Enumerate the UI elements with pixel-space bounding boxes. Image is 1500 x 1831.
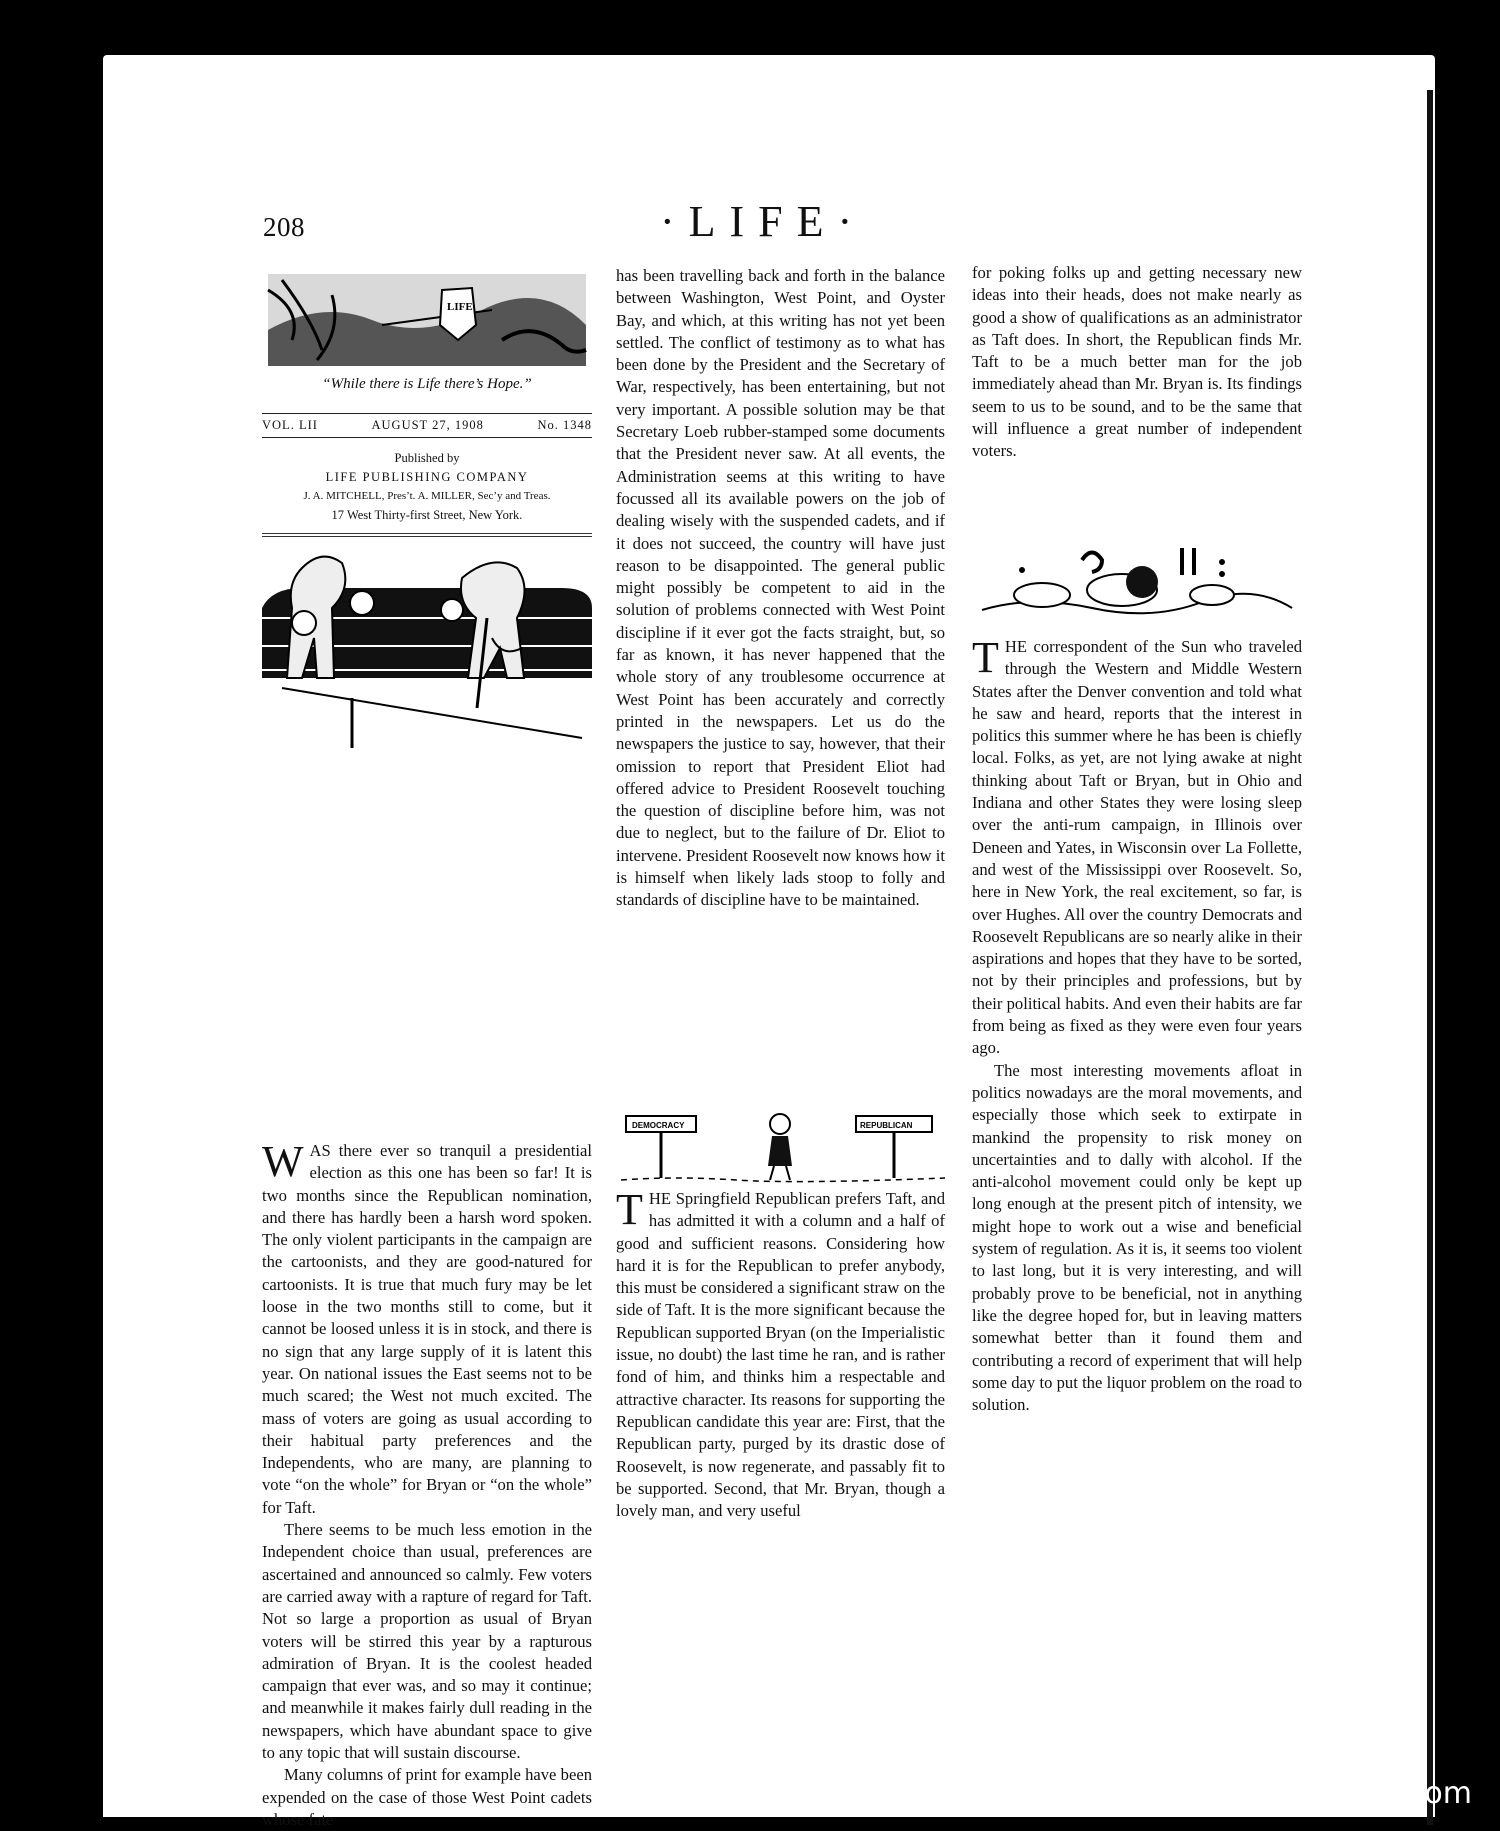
paragraph: There seems to be much less emotion in the Independent choice than usual, preferences are ascertained and announced so calmly. Few voters are carried away with a rapture of regard for Taft. Not so large a proportion as usual of Bryan voters will be stirred this year by a rapturous admiration of Bryan. It is the coolest headed campaign that ever was, and so may it continue; and meanwhile it makes fairly dull reading in the newspapers, which have abundant space to give to any topic that will sustain discourse.: [262, 1520, 592, 1763]
column-3-bottom: [972, 633, 1302, 1416]
masthead-title: ·LIFE·: [660, 197, 867, 246]
issue-date: AUGUST 27, 1908: [371, 418, 484, 432]
drop-cap: T: [616, 1185, 643, 1234]
page-number: 208: [263, 212, 305, 242]
page-gutter: [1427, 90, 1433, 1825]
motto: “While there is Life there’s Hope.”: [322, 376, 532, 392]
column-1: [262, 1137, 592, 1831]
publisher-officers: J. A. MITCHELL, Pres’t. A. MILLER, Sec’y and Treas.: [303, 490, 551, 502]
paragraph: HE Springfield Republican prefers Taft, and has admitted it with a column and a half of good and sufficient reasons. Considering how hard it is for the Republican to prefer anybody, this must be considered a significant straw on the side of Taft. It is the more significant because the Republican supported Bryan (on the Imperialistic issue, no doubt) the last time he ran, and is rather fond of him, and thinks him a respectable and attractive character. Its reasons for supporting the Republican candidate this year are: First, that the Republican party, purged by its drastic dose of Roosevelt, is now regenerate, and passably fit to be supported. Second, that Mr. Bryan, though a lovely man, and very useful: [616, 1189, 945, 1521]
next-page-edge: [1436, 70, 1500, 1825]
volume: VOL. LII: [262, 418, 318, 432]
volume-line: [262, 413, 592, 438]
paragraph: The most interesting movements afloat in politics nowadays are the moral movements, and especially those which seek to extirpate in mankind the propensity to risk money on uncertainties and to dally with alcohol. If the anti-alcohol movement could only be kept up long enough at the present pitch of intensity, we might hope to work out a wise and beneficial system of regulation. As it is, it seems too violent to last long, but it is very interesting, and will probably prove to be beneficial, not in anything like the degree hoped for, but in leaving matters somewhat better than it found them and contributing a record of experiment that will help some day to put the liquor problem on the road to solution.: [972, 1060, 1302, 1415]
paragraph: AS there ever so tranquil a presidential election as this one has been so far! It is two months since the Republican nomination, and there has hardly been a harsh word spoken. The only violent participants in the campaign are the cartoonists, and they are good-natured for cartoonists. It is true that much fury may be let loose in the two months still to come, but it cannot be loosed unless it is in stock, and there is no sign that any large supply of it is latent this year. On national issues the East seems not to be much scared; the West not much excited. The mass of voters are going as usual according to their habitual party preferences and the Independents, who are many, are planning to vote “on the whole” for Bryan or “on the whole” for Taft.: [262, 1141, 592, 1517]
sign-republican: REPUBLICAN: [860, 1121, 913, 1130]
watermark: comicbooks.com: [1220, 1776, 1472, 1811]
drop-cap: W: [262, 1137, 304, 1186]
masthead-logo-text: LIFE: [447, 301, 473, 313]
punctuation-ornament: [972, 540, 1302, 620]
publisher-block: [262, 449, 592, 525]
column-2-bottom: [616, 1185, 945, 1522]
issue-number: No. 1348: [537, 418, 592, 432]
column-3-top: [972, 262, 1302, 463]
publisher-address: 17 West Thirty-first Street, New York.: [331, 508, 523, 522]
masthead-illustration: [262, 270, 592, 370]
published-by: Published by: [394, 451, 460, 465]
paragraph: for poking folks up and getting necessary new ideas into their heads, does not make nearly as good a show of qualifications as an administrator as Taft does. In short, the Republican finds Mr. Taft to be a much better man for the job immediately ahead than Mr. Bryan is. Its findings seem to us to be sound, and to be the same that will influence a great number of independent voters.: [972, 263, 1302, 461]
paragraph: HE correspondent of the Sun who traveled through the Western and Middle Western States after the Denver convention and told what he saw and heard, reports that the interest in politics this summer where he has been is chiefly local. Folks, as yet, are not lying awake at night thinking about Taft or Bryan, but in Ohio and Indiana and other States they were losing sleep over the anti-rum campaign, in Illinois over Deneen and Yates, in Wisconsin over La Follette, and west of the Mississippi over Roosevelt. So, here in New York, the real excitement, so far, is over Hughes. All over the country Democrats and Roosevelt Republicans are so nearly alike in their aspirations and hopes that they have to be sorted, not by their principles and professions, but by their political habits. And even their habits are far from being as fixed as they were even four years ago.: [972, 637, 1302, 1058]
publisher-name: LIFE PUBLISHING COMPANY: [325, 470, 529, 484]
column-2-top: [616, 265, 945, 912]
signpost-cartoon: [616, 1106, 945, 1184]
sign-democracy: DEMOCRACY: [632, 1121, 685, 1130]
masthead-rule: [262, 533, 592, 537]
paragraph: has been travelling back and forth in the balance between Washington, West Point, and Oyster Bay, and which, at this writing has not yet been settled. The conflict of testimony as to what has been done by the President and the Secretary of War, respectively, has been entertaining, but not very important. A possible solution may be that Secretary Loeb rubber-stamped some documents that the President never saw. At all events, the Administration seems at this writing to have focussed all its available powers on the job of dealing wisely with the suspended cadets, and if it does not succeed, the country will have just reason to be disappointed. The general public might possibly be competent to aid in the solution of problems connected with West Point discipline if it ever got the facts straight, but, so far as known, it has never happened that the whole story of any troublesome occurrence at West Point has been accurately and correctly printed in the newspapers. Let us do the newspapers the justice to say, however, that their omission to report that President Eliot had offered advice to President Roosevelt touching the question of discipline before him, was not due to neglect, but to the failure of Dr. Eliot to intervene. President Roosevelt now knows how it is himself when likely lads stoop to folly and standards of discipline have to be maintained.: [616, 266, 945, 910]
boxing-cartoon: [262, 548, 592, 748]
drop-cap: T: [972, 633, 999, 682]
paragraph: Many columns of print for example have been expended on the case of those West Point cadets whose fate: [262, 1765, 592, 1829]
